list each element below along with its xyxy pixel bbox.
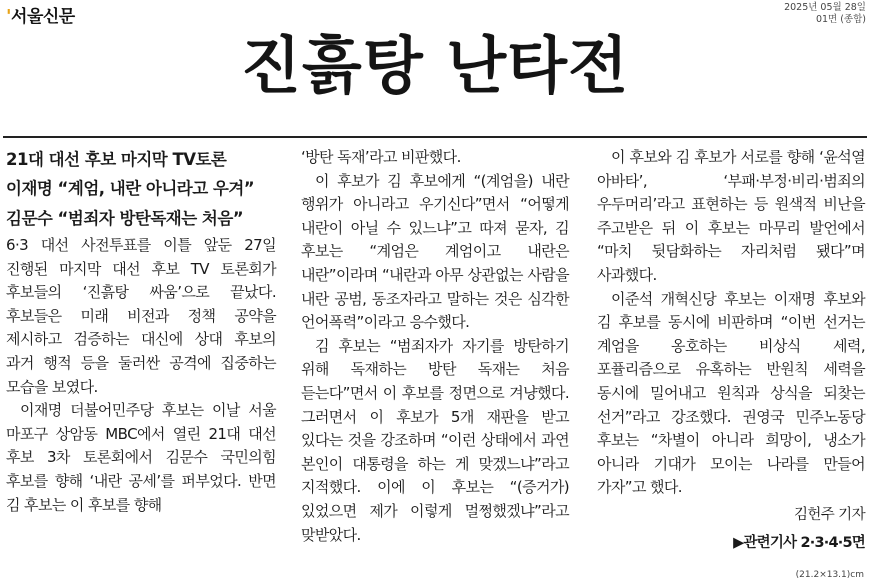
paragraph: 이준석 개혁신당 후보는 이재명 후보와 김 후보를 동시에 비판하며 “이번 선거는 계엄을 옹호하는 비상식 세력, 포퓰리즘으로 유혹하는 반원칙 세력을 동시에 밀어내고 원칙과 상식을 되찾는 선거”라고 강조했다. 권영국 민주노동당 후보는 “차별이 아니라 희망이, 냉소가 아니라 기대가 모이는 나라를 만들어 가자”고 했다.	[597, 289, 865, 497]
article-dimensions: (21.2×13.1)cm	[795, 570, 864, 580]
subhead-3: 김문수 “범죄자 방탄독재는 처음”	[6, 209, 244, 228]
related-articles-link[interactable]: ▶관련기사 2·3·4·5면	[733, 534, 865, 551]
article-column-1	[6, 146, 276, 517]
headline-divider	[3, 136, 867, 138]
paragraph: 김 후보는 “범죄자가 자기를 방탄하기 위해 독재하는 방탄 독재는 처음 듣는다”면서 이 후보를 정면으로 겨냥했다. 그러면서 이 후보가 5개 재판을 받고 있다는 것을 강조하며 “이런 상태에서 과연 본인이 대통령을 하는 게 맞겠느냐”라고 지적했다. 이에 이 후보는 “(증거가) 있었으면 제가 이렇게 멀쩡했겠냐”라고 맞받았다.	[301, 336, 569, 544]
headline: 진흙탕 난타전	[241, 29, 629, 102]
masthead-logo	[6, 2, 75, 27]
newspaper-name: 서울신문	[11, 7, 75, 27]
paragraph: 이 후보와 김 후보가 서로를 향해 ‘윤석열 아바타’, ‘부패·부정·비리·범죄의 우두머리’라고 표현하는 등 원색적 비난을 주고받은 뒤 이 후보는 마무리 발언에서 “마치 뒷담화하는 자리처럼 됐다”며 사과했다.	[597, 148, 865, 284]
subhead-2: 이재명 “계엄, 내란 아니라고 우겨”	[6, 179, 255, 198]
paragraph: 6·3 대선 사전투표를 이틀 앞둔 27일 진행된 마지막 대선 후보 TV 토론회가 후보들의 ‘진흙탕 싸움’으로 끝났다. 후보들은 미래 비전과 정책 공약을 제시하고 검증하는 대신에 상대 후보의 과거 행적 등을 둘러싼 공격에 집중하는 모습을 보였다.	[6, 236, 276, 396]
publish-date: 2025년 05월 28일	[784, 2, 866, 13]
paragraph: ‘방탄 독재’라고 비판했다.	[301, 148, 461, 166]
byline: 김헌주 기자	[793, 506, 865, 523]
logo-mark: '	[6, 6, 12, 27]
dateline	[784, 2, 866, 26]
page-section: 01면 (종합)	[815, 14, 866, 25]
subhead-1: 21대 대선 후보 마지막 TV토론	[6, 150, 227, 169]
article-column-3	[597, 146, 865, 555]
article-column-2	[301, 146, 569, 547]
paragraph: 이재명 더불어민주당 후보는 이날 서울 마포구 상암동 MBC에서 열린 21대 대선 후보 3차 토론회에서 김문수 국민의힘 후보를 향해 ‘내란 공세’를 퍼부었다. 반면 김 후보는 이 후보를 향해	[6, 401, 276, 514]
paragraph: 이 후보가 김 후보에게 “(계엄을) 내란 행위가 아니라고 우기신다”면서 “어떻게 내란이 아닐 수 있느냐”고 따져 묻자, 김 후보는 “계엄은 계엄이고 내란은 내란”이라며 “내란과 아무 상관없는 사람을 내란 공범, 동조자라고 말하는 것은 심각한 언어폭력”이라고 응수했다.	[301, 171, 569, 332]
